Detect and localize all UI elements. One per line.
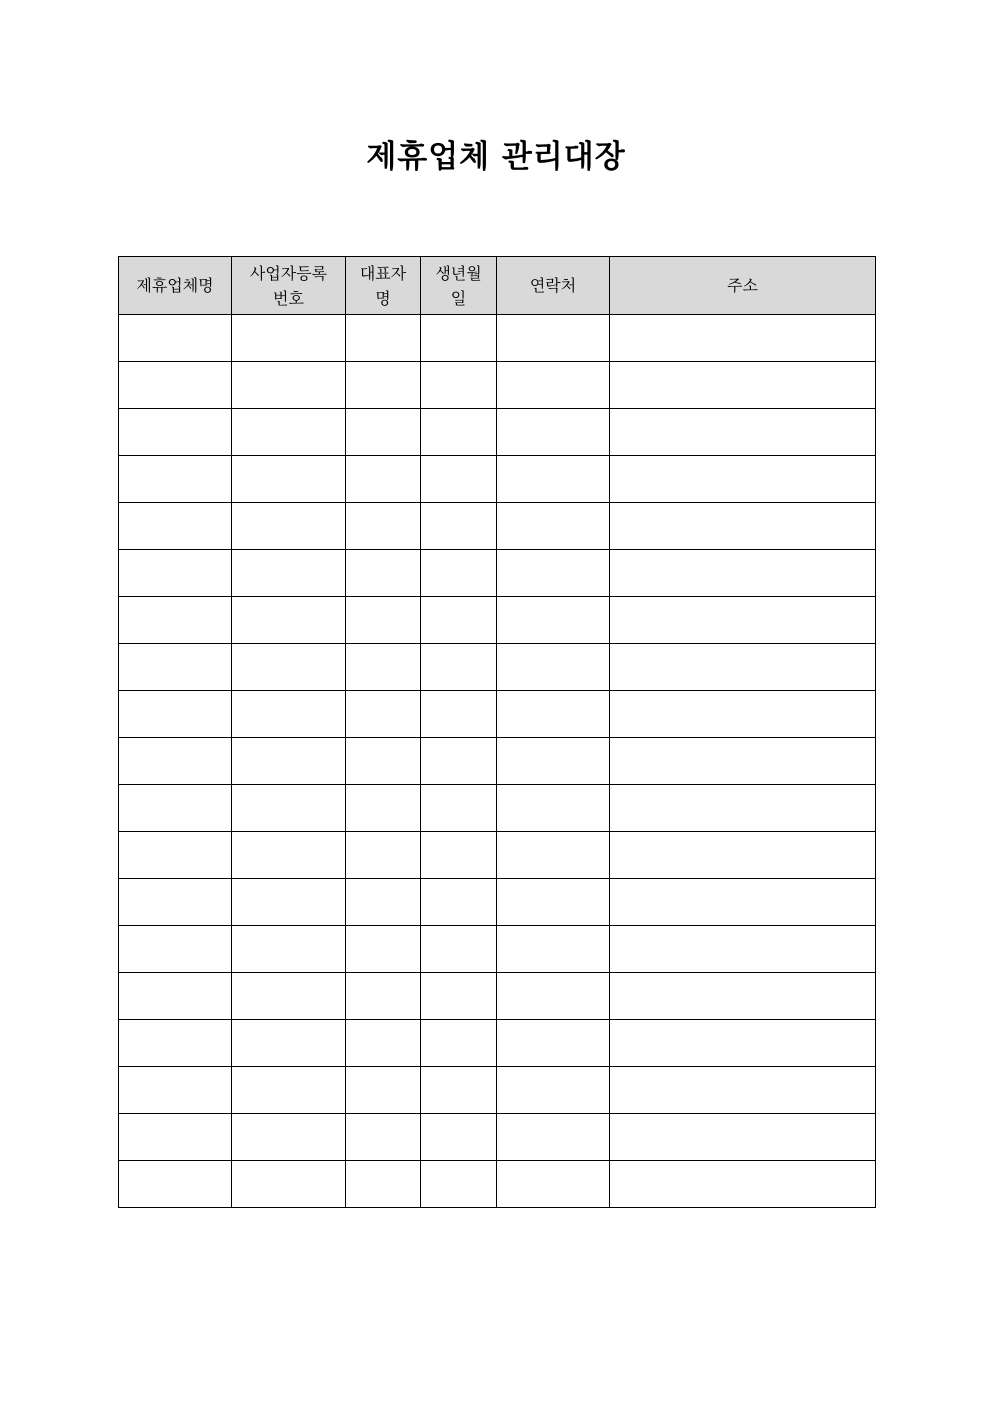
cell-company-name[interactable] <box>119 550 232 597</box>
cell-representative-name[interactable] <box>346 973 421 1020</box>
table-row <box>119 738 876 785</box>
table-row <box>119 1020 876 1067</box>
cell-representative-name[interactable] <box>346 409 421 456</box>
cell-company-name[interactable] <box>119 926 232 973</box>
cell-representative-name[interactable] <box>346 1161 421 1208</box>
cell-company-name[interactable] <box>119 409 232 456</box>
table-row <box>119 456 876 503</box>
cell-representative-name[interactable] <box>346 926 421 973</box>
cell-contact[interactable] <box>497 550 610 597</box>
header-address <box>610 257 876 315</box>
cell-business-reg-number[interactable] <box>232 409 346 456</box>
cell-address[interactable] <box>610 503 876 550</box>
header-birth-date <box>421 257 497 315</box>
cell-contact[interactable] <box>497 1161 610 1208</box>
cell-company-name[interactable] <box>119 879 232 926</box>
cell-representative-name[interactable] <box>346 503 421 550</box>
cell-business-reg-number[interactable] <box>232 973 346 1020</box>
cell-address[interactable] <box>610 1114 876 1161</box>
table-body <box>119 315 876 1208</box>
header-address-line1: 주소 <box>727 276 758 295</box>
cell-representative-name[interactable] <box>346 832 421 879</box>
cell-address[interactable] <box>610 1020 876 1067</box>
cell-contact[interactable] <box>497 879 610 926</box>
cell-contact[interactable] <box>497 926 610 973</box>
cell-company-name[interactable] <box>119 1067 232 1114</box>
cell-representative-name[interactable] <box>346 644 421 691</box>
table-header <box>119 257 876 315</box>
cell-birth-date[interactable] <box>421 456 497 503</box>
cell-birth-date[interactable] <box>421 926 497 973</box>
table-row <box>119 926 876 973</box>
cell-business-reg-number[interactable] <box>232 1067 346 1114</box>
table-row <box>119 832 876 879</box>
table-row <box>119 785 876 832</box>
table-row <box>119 597 876 644</box>
cell-company-name[interactable] <box>119 1020 232 1067</box>
cell-company-name[interactable] <box>119 973 232 1020</box>
cell-representative-name[interactable] <box>346 1114 421 1161</box>
header-row <box>119 257 876 315</box>
cell-company-name[interactable] <box>119 597 232 644</box>
cell-address[interactable] <box>610 926 876 973</box>
cell-business-reg-number[interactable] <box>232 832 346 879</box>
cell-address[interactable] <box>610 409 876 456</box>
header-birth-date-line2: 일 <box>450 288 467 308</box>
cell-contact[interactable] <box>497 597 610 644</box>
cell-birth-date[interactable] <box>421 1161 497 1208</box>
cell-company-name[interactable] <box>119 315 232 362</box>
table-row <box>119 644 876 691</box>
cell-business-reg-number[interactable] <box>232 456 346 503</box>
cell-birth-date[interactable] <box>421 362 497 409</box>
cell-address[interactable] <box>610 550 876 597</box>
cell-birth-date[interactable] <box>421 1067 497 1114</box>
header-business-reg-number-line1: 사업자등록 <box>249 263 328 283</box>
header-business-reg-number <box>232 257 346 315</box>
cell-birth-date[interactable] <box>421 503 497 550</box>
partner-ledger-table <box>118 256 876 1208</box>
cell-contact[interactable] <box>497 1067 610 1114</box>
cell-representative-name[interactable] <box>346 1067 421 1114</box>
cell-contact[interactable] <box>497 315 610 362</box>
cell-contact[interactable] <box>497 1020 610 1067</box>
cell-representative-name[interactable] <box>346 315 421 362</box>
cell-birth-date[interactable] <box>421 832 497 879</box>
cell-business-reg-number[interactable] <box>232 503 346 550</box>
cell-contact[interactable] <box>497 644 610 691</box>
cell-address[interactable] <box>610 597 876 644</box>
cell-company-name[interactable] <box>119 362 232 409</box>
header-business-reg-number-line2: 번호 <box>273 288 304 308</box>
header-company-name-line1: 제휴업체명 <box>136 276 214 295</box>
cell-birth-date[interactable] <box>421 1020 497 1067</box>
table-row <box>119 1114 876 1161</box>
cell-address[interactable] <box>610 1067 876 1114</box>
cell-birth-date[interactable] <box>421 785 497 832</box>
cell-contact[interactable] <box>497 973 610 1020</box>
cell-address[interactable] <box>610 973 876 1020</box>
cell-birth-date[interactable] <box>421 550 497 597</box>
cell-representative-name[interactable] <box>346 1020 421 1067</box>
cell-representative-name[interactable] <box>346 879 421 926</box>
cell-business-reg-number[interactable] <box>232 738 346 785</box>
table-row <box>119 691 876 738</box>
table-row <box>119 409 876 456</box>
cell-company-name[interactable] <box>119 691 232 738</box>
cell-business-reg-number[interactable] <box>232 644 346 691</box>
cell-contact[interactable] <box>497 362 610 409</box>
cell-birth-date[interactable] <box>421 691 497 738</box>
cell-company-name[interactable] <box>119 832 232 879</box>
cell-contact[interactable] <box>497 691 610 738</box>
cell-birth-date[interactable] <box>421 1114 497 1161</box>
header-representative-name-line1: 대표자 <box>359 263 407 283</box>
cell-address[interactable] <box>610 456 876 503</box>
cell-business-reg-number[interactable] <box>232 785 346 832</box>
cell-business-reg-number[interactable] <box>232 315 346 362</box>
cell-company-name[interactable] <box>119 1161 232 1208</box>
cell-business-reg-number[interactable] <box>232 550 346 597</box>
cell-contact[interactable] <box>497 832 610 879</box>
cell-business-reg-number[interactable] <box>232 362 346 409</box>
cell-business-reg-number[interactable] <box>232 1114 346 1161</box>
cell-birth-date[interactable] <box>421 644 497 691</box>
header-contact <box>497 257 610 315</box>
cell-representative-name[interactable] <box>346 362 421 409</box>
cell-address[interactable] <box>610 362 876 409</box>
cell-representative-name[interactable] <box>346 738 421 785</box>
page-title: 제휴업체 관리대장 <box>366 139 626 175</box>
cell-contact[interactable] <box>497 1114 610 1161</box>
table-row <box>119 973 876 1020</box>
cell-address[interactable] <box>610 315 876 362</box>
cell-business-reg-number[interactable] <box>232 691 346 738</box>
table-row <box>119 362 876 409</box>
cell-business-reg-number[interactable] <box>232 1020 346 1067</box>
cell-company-name[interactable] <box>119 644 232 691</box>
table-row <box>119 879 876 926</box>
header-representative-name-line2: 명 <box>375 288 391 308</box>
cell-contact[interactable] <box>497 785 610 832</box>
cell-address[interactable] <box>610 1161 876 1208</box>
table-row <box>119 503 876 550</box>
cell-representative-name[interactable] <box>346 456 421 503</box>
cell-company-name[interactable] <box>119 785 232 832</box>
cell-representative-name[interactable] <box>346 597 421 644</box>
cell-birth-date[interactable] <box>421 879 497 926</box>
cell-company-name[interactable] <box>119 738 232 785</box>
cell-birth-date[interactable] <box>421 597 497 644</box>
cell-contact[interactable] <box>497 738 610 785</box>
cell-company-name[interactable] <box>119 1114 232 1161</box>
cell-contact[interactable] <box>497 456 610 503</box>
header-birth-date-line1: 생년월 <box>435 263 482 283</box>
table-row <box>119 1067 876 1114</box>
cell-birth-date[interactable] <box>421 315 497 362</box>
header-company-name <box>119 257 232 315</box>
cell-representative-name[interactable] <box>346 785 421 832</box>
cell-business-reg-number[interactable] <box>232 879 346 926</box>
cell-business-reg-number[interactable] <box>232 597 346 644</box>
cell-birth-date[interactable] <box>421 409 497 456</box>
cell-company-name[interactable] <box>119 456 232 503</box>
cell-address[interactable] <box>610 738 876 785</box>
cell-address[interactable] <box>610 691 876 738</box>
table-row <box>119 315 876 362</box>
cell-address[interactable] <box>610 879 876 926</box>
cell-birth-date[interactable] <box>421 738 497 785</box>
cell-address[interactable] <box>610 644 876 691</box>
cell-representative-name[interactable] <box>346 550 421 597</box>
cell-representative-name[interactable] <box>346 691 421 738</box>
cell-address[interactable] <box>610 785 876 832</box>
cell-business-reg-number[interactable] <box>232 926 346 973</box>
cell-company-name[interactable] <box>119 503 232 550</box>
table-row <box>119 550 876 597</box>
cell-contact[interactable] <box>497 409 610 456</box>
cell-birth-date[interactable] <box>421 973 497 1020</box>
cell-business-reg-number[interactable] <box>232 1161 346 1208</box>
cell-address[interactable] <box>610 832 876 879</box>
cell-contact[interactable] <box>497 503 610 550</box>
table-row <box>119 1161 876 1208</box>
header-contact-line1: 연락처 <box>529 276 577 295</box>
header-representative-name <box>346 257 421 315</box>
